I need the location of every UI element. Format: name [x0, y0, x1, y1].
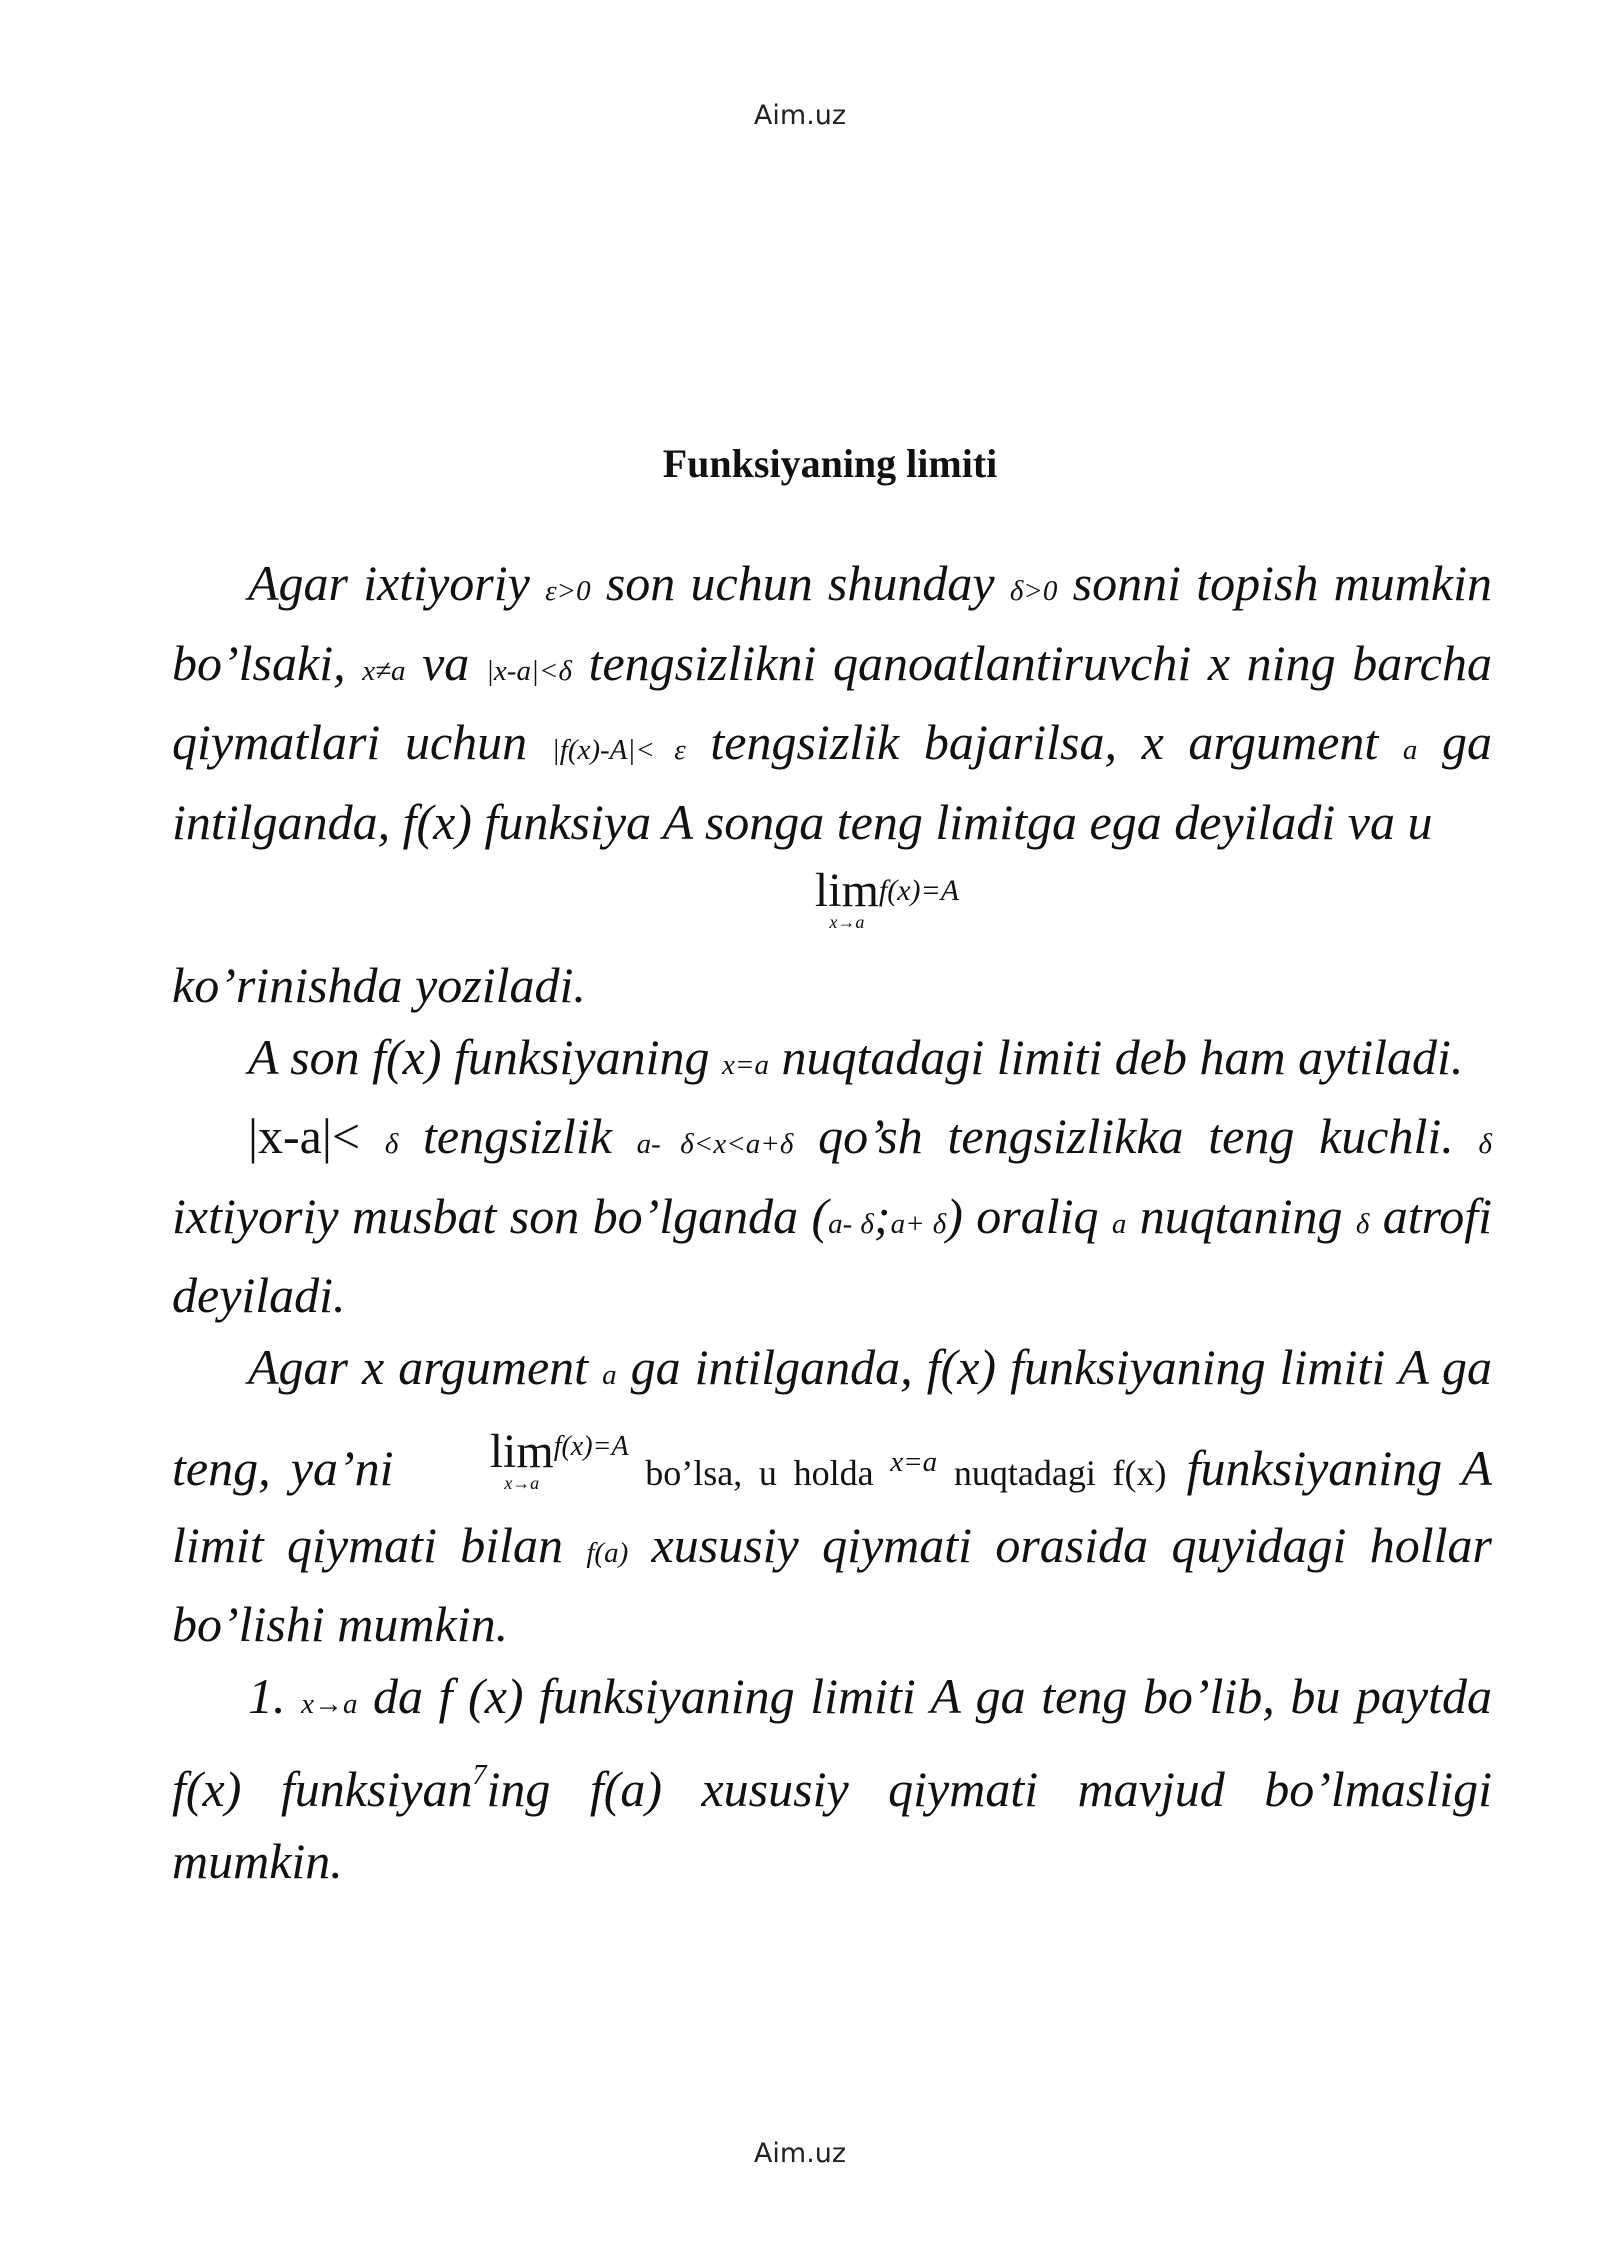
page-footer: Aim.uz	[753, 2138, 847, 2169]
math-f-of-a: f(a)	[586, 1536, 629, 1569]
lim-symbol: lim	[814, 864, 879, 917]
text: da f (x) funksiyaning limiti A ga teng bo’lib, bu paytda f(x) funksiyan	[172, 1667, 1493, 1817]
text: atrofi deyiladi.	[172, 1187, 1492, 1323]
math-a: a	[602, 1358, 617, 1391]
text: Agar x argument	[248, 1338, 603, 1395]
math-x-eq-a: x=a	[890, 1446, 938, 1478]
lim-symbol: lim	[489, 1425, 554, 1478]
math-a: a	[1111, 1207, 1127, 1240]
math-abs-delta: |x-a|<δ	[485, 654, 572, 687]
text: ga intilganda, f(x) funksiyaning limiti A ga teng, ya’ni	[172, 1338, 1492, 1496]
text: Agar ixtiyoriy	[248, 555, 546, 611]
limit-operator	[814, 864, 879, 932]
paragraph-definition	[172, 548, 1492, 858]
text: tengsizlik	[398, 1108, 637, 1164]
text: |x-a|<	[248, 1108, 385, 1164]
text: ing f(a) xususiy qiymati mavjud bo’lmasligi mumkin.	[172, 1761, 1493, 1889]
superscript-mark: 7	[472, 1760, 487, 1791]
inline-limit-expression: f(x)=A	[553, 1431, 629, 1462]
math-x-eq-a: x=a	[722, 1048, 769, 1081]
text: tengsizlik bajarilsa, x argument	[685, 714, 1403, 770]
limit-formula	[172, 854, 1492, 950]
text: nuqtaning	[1126, 1187, 1356, 1244]
text: ) oraliq	[946, 1187, 1112, 1244]
math-delta: δ	[1355, 1207, 1370, 1240]
page-title: Funksiyaning limiti	[662, 441, 998, 486]
text: sonni topish mumkin bo’lsaki,	[172, 555, 1492, 691]
limit-expression: f(x)=A	[878, 874, 960, 907]
text: ;	[873, 1187, 891, 1244]
text: nuqtadagi limiti deb ham aytiladi.	[768, 1028, 1464, 1085]
text: funksiyaning A limit qiymati bilan	[172, 1440, 1492, 1573]
text: son uchun shunday	[590, 555, 1010, 611]
text: va	[405, 634, 486, 691]
math-double-inequality: a- δ<x<a+δ	[636, 1128, 794, 1160]
text: tengsizlikni qanoatlantiruvchi x ning barcha qiymatlari uchun	[172, 634, 1492, 770]
text: xususiy qiymati orasida quyidagi hollar bo’lishi mumkin.	[172, 1516, 1492, 1652]
document-body	[172, 548, 1492, 1897]
math-a: a	[1402, 734, 1418, 766]
math-delta: δ	[384, 1128, 399, 1160]
math-interval-left: a- δ	[828, 1207, 874, 1240]
limit-formula-group	[815, 854, 959, 931]
paragraph-neighborhood	[172, 1101, 1492, 1332]
text: ga intilganda, f(x) funksiya A songa teng limitga ega deyiladi va u	[172, 714, 1493, 850]
math-abs-f: |f(x)-A|< ε	[551, 734, 686, 766]
text: qo’sh tengsizlikka teng kuchli.	[793, 1108, 1479, 1164]
page-header: Aim.uz	[753, 100, 847, 131]
inline-limit	[414, 1425, 554, 1493]
math-x-neq-a: x≠a	[362, 654, 406, 687]
text: 1.	[248, 1667, 302, 1724]
paragraph-notation: ko’rinishda yoziladi.	[172, 957, 586, 1013]
paragraph-limit-point	[172, 1022, 1492, 1102]
text-roman: nuqtadagi f(x)	[937, 1453, 1167, 1493]
lim-subscript: x→a	[504, 1473, 540, 1493]
text-roman: bo’lsa, u holda	[628, 1453, 891, 1493]
lim-subscript: x→a	[829, 912, 865, 932]
paragraph-cases-intro	[172, 1332, 1492, 1661]
paragraph-case-1	[172, 1661, 1492, 1898]
math-delta: δ	[1478, 1128, 1493, 1160]
math-delta: δ>0	[1009, 575, 1058, 607]
text: ixtiyoriy musbat son bo’lganda (	[172, 1187, 829, 1244]
math-x-to-a: x→a	[301, 1687, 358, 1720]
math-interval-right: a+ δ	[890, 1207, 947, 1240]
math-epsilon: ε>0	[545, 575, 591, 607]
text: A son f(x) funksiyaning	[248, 1028, 722, 1085]
